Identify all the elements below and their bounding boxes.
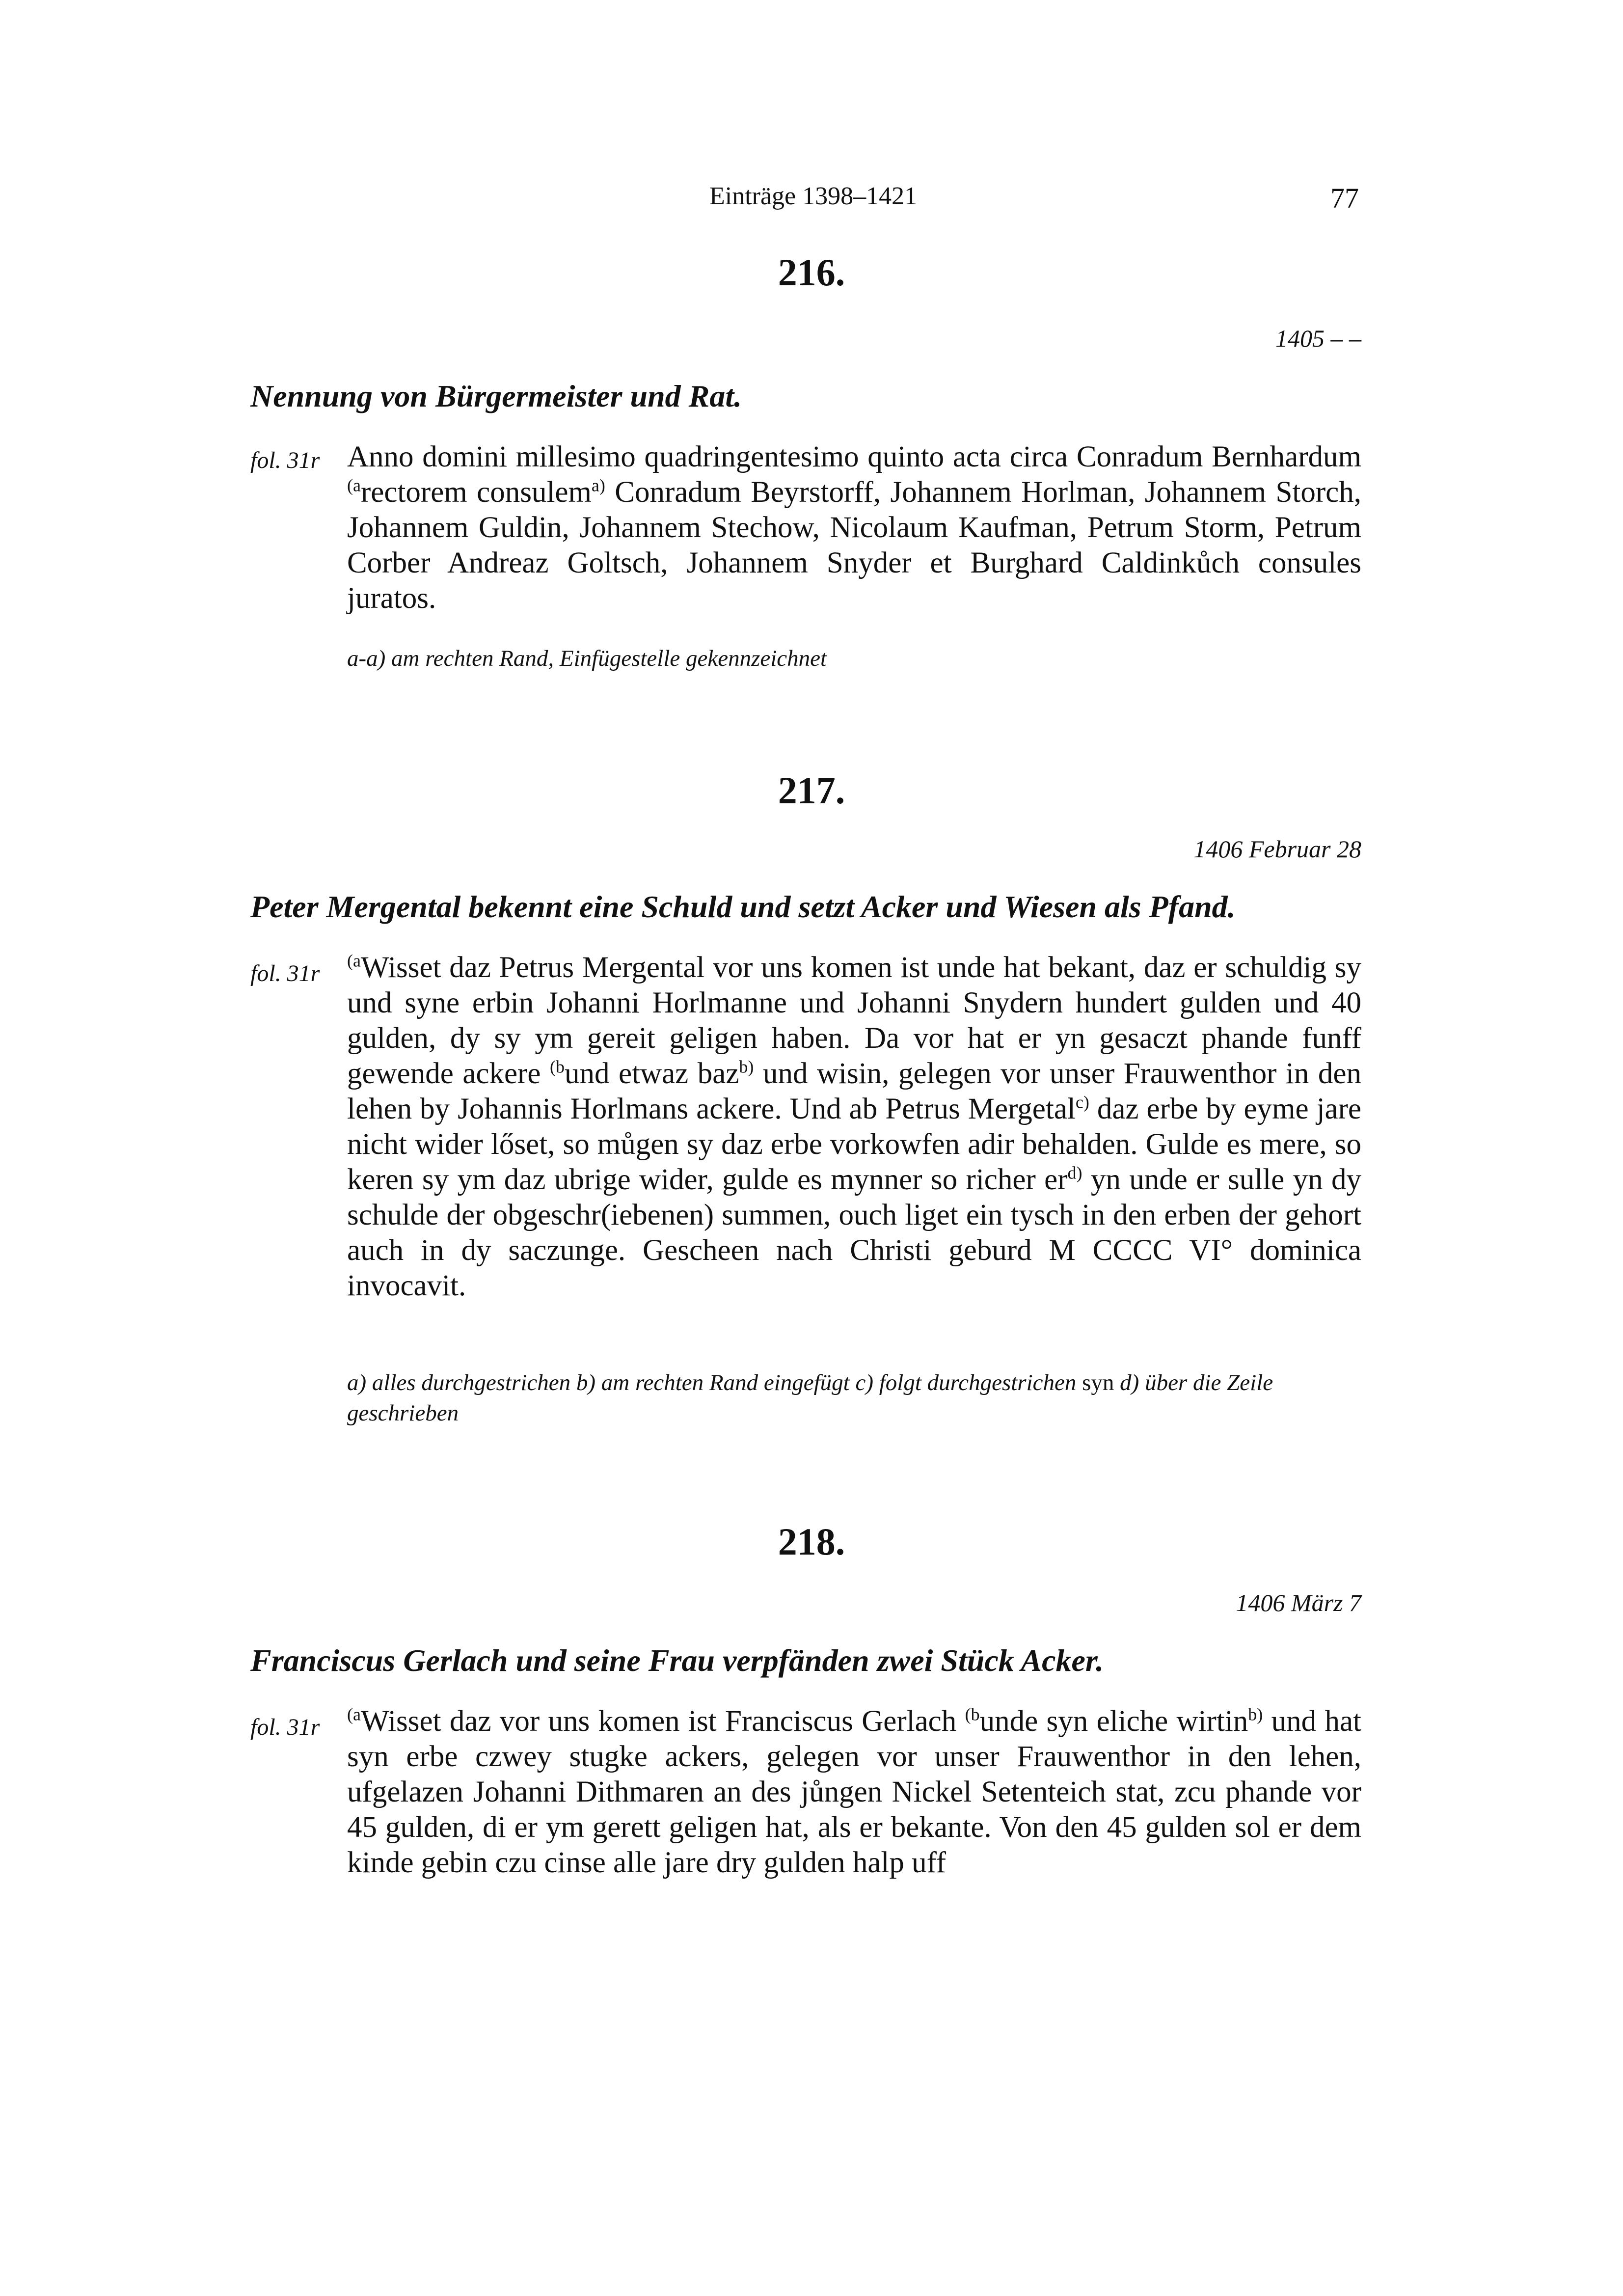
footnote: a-a) am rechten Rand, Einfügestelle gekennzeichnet xyxy=(347,646,827,671)
folio-label: fol. 31r xyxy=(250,1714,320,1740)
entry-date: 1406 März 7 xyxy=(1236,1589,1361,1616)
footnote: a) alles durchgestrichen b) am rechten Rand eingefügt c) folgt durchgestrichen syn d) über die Zeile geschrieben xyxy=(347,1370,1273,1426)
entry-body: $^{(a}$Wisset daz vor uns komen ist Franciscus Gerlach $^{(b}$unde syn eliche wirtin$^{b)}$ und hat syn erbe czwey stugke ackers, gelegen vor unser Frauwenthor in den lehen, ufgelazen Johanni Dithmaren an des jůngen Nickel Setenteich stat, zcu phande vor 45 gulden, di er ym gerett geligen hat, als er bekante. Von den 45 gulden sol er dem kinde gebin czu cinse alle jare dry gulden halp uff xyxy=(347,1704,1361,1879)
entry-number: 218. xyxy=(778,1520,845,1563)
folio-label: fol. 31r xyxy=(250,447,320,473)
running-title: Einträge 1398–1421 xyxy=(709,182,918,210)
entry-title: Franciscus Gerlach und seine Frau verpfänden zwei Stück Acker. xyxy=(250,1643,1104,1678)
folio-label: fol. 31r xyxy=(250,960,320,986)
entry-number: 217. xyxy=(778,769,845,812)
page-number: 77 xyxy=(1330,182,1359,214)
entry-title: Nennung von Bürgermeister und Rat. xyxy=(250,379,742,413)
entry-date: 1406 Februar 28 xyxy=(1193,835,1361,863)
entry-number: 216. xyxy=(778,251,845,294)
entry-body: $^{(a}$Wisset daz Petrus Mergental vor uns komen ist unde hat bekant, daz er schuldig sy und syne erbin Johanni Horlmanne und Johanni Snydern hundert gulden und 40 gulden, dy sy ym gereit geligen haben. Da vor hat er yn gesaczt phande funff gewende ackere $^{(b}$und etwaz baz$^{b)}$ und wisin, gelegen vor unser Frauwenthor in den lehen by Johannis Horlmans ackere. Und ab Petrus Mergetal$^{c)}$ daz erbe by eyme jare nicht wider lőset, so můgen sy daz erbe vorkowfen adir behalden. Gulde es mere, so keren sy ym daz ubrige wider, gulde es mynner so richer $er^{d)}$ yn unde er sulle yn dy schulde der obgeschr(iebenen) summen, ouch liget ein tysch in den erben der gehort auch in dy saczunge. Gescheen nach Christi geburd M CCCC VI° dominica invocavit. xyxy=(347,951,1362,1302)
entry-date: 1405 – – xyxy=(1275,325,1361,352)
entry-title: Peter Mergental bekennt eine Schuld und setzt Acker und Wiesen als Pfand. xyxy=(250,889,1236,924)
entry-body: Anno domini millesimo quadringentesimo quinto acta circa Conradum Bernhardum $^{(a}$rectorem consulem$^{a)}$ Conradum Beyrstorff, Johannem Horlman, Johannem Storch, Johannem Guldin, Johannem Stechow, Nicolaum Kaufman, Petrum Storm, Petrum Corber Andreaz Goltsch, Johannem Snyder et Burghard Caldinkůch consules juratos. xyxy=(347,440,1361,615)
